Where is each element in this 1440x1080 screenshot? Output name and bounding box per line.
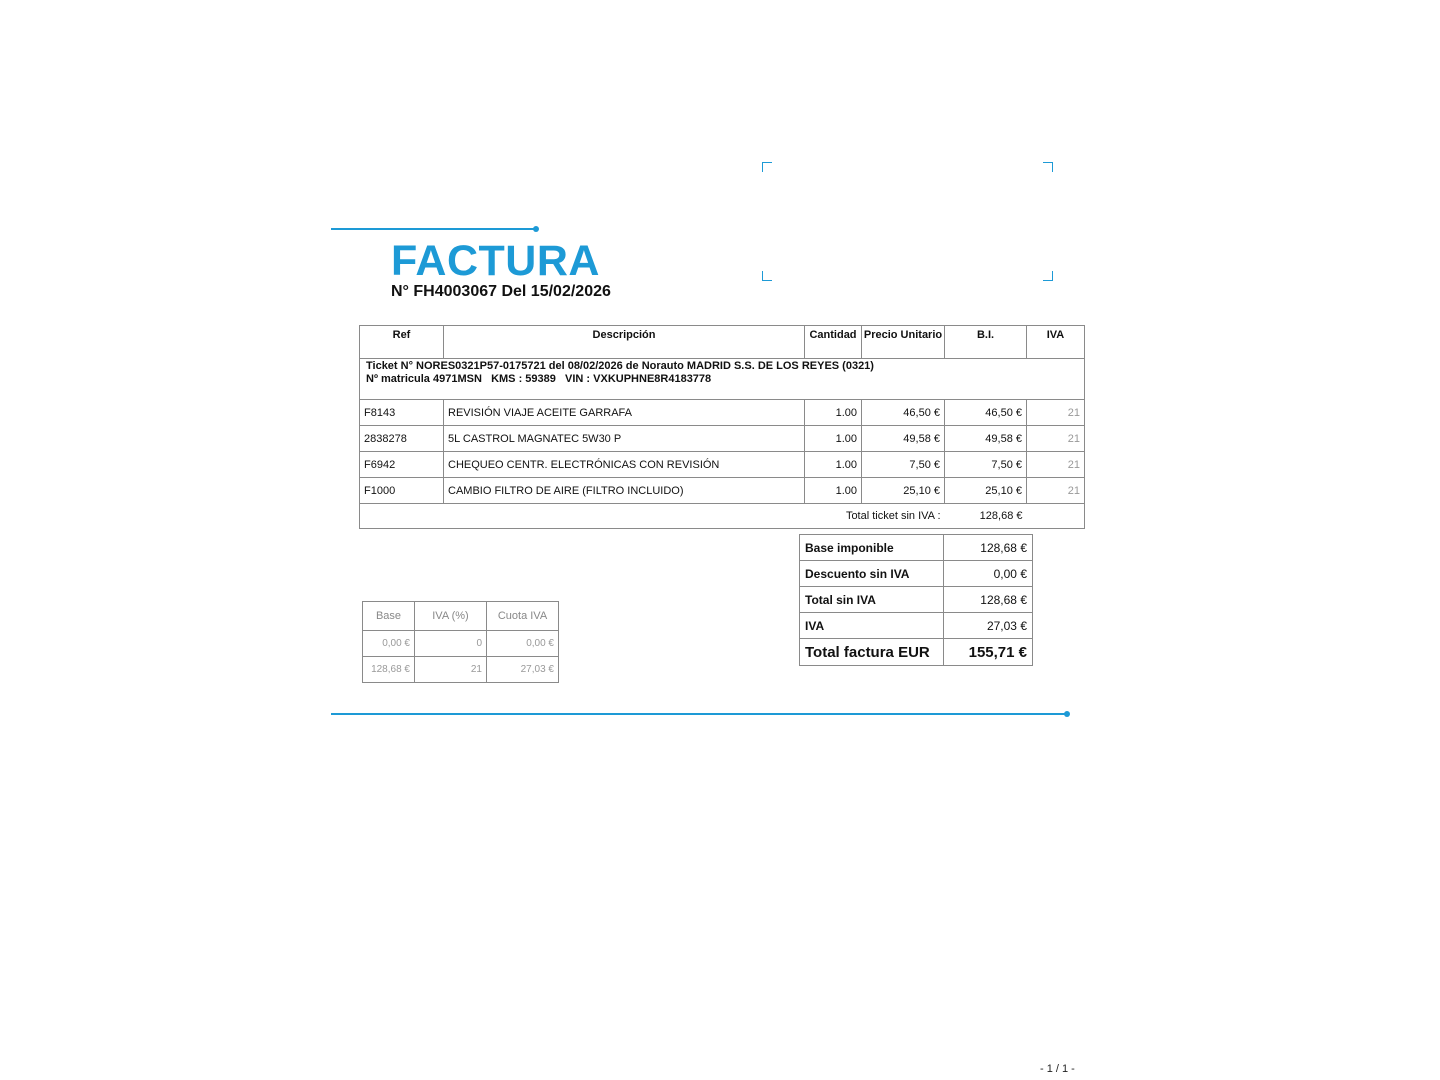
invoice-number-date: N° FH4003067 Del 15/02/2026 — [391, 283, 611, 300]
col-header-quantity: Cantidad — [805, 326, 862, 359]
item-ref: F1000 — [360, 478, 444, 504]
ticket-info-row — [360, 359, 1085, 400]
summary-total-label: Total factura EUR — [800, 639, 944, 666]
item-base: 7,50 € — [945, 452, 1027, 478]
summary-row — [800, 587, 1033, 613]
vat-col-amount: Cuota IVA — [487, 602, 559, 631]
address-frame-corner-bottom-left — [762, 271, 772, 281]
page-number: - 1 / 1 - — [1040, 1063, 1075, 1075]
table-row — [360, 400, 1085, 426]
summary-row — [800, 561, 1033, 587]
invoice-title: FACTURA — [391, 237, 600, 285]
item-quantity: 1.00 — [805, 478, 862, 504]
invoice-summary-table — [799, 534, 1033, 666]
table-row — [360, 452, 1085, 478]
item-quantity: 1.00 — [805, 452, 862, 478]
top-accent-rule — [331, 228, 536, 230]
item-unit-price: 46,50 € — [862, 400, 945, 426]
table-row — [360, 478, 1085, 504]
summary-subtotal-value: 128,68 € — [944, 587, 1033, 613]
item-description: REVISIÓN VIAJE ACEITE GARRAFA — [444, 400, 805, 426]
ticket-info — [360, 359, 1085, 400]
summary-vat-label: IVA — [800, 613, 944, 639]
ticket-info-line: Ticket N° NORES0321P57-0175721 del 08/02/2026 de Norauto MADRID S.S. DE LOS REYES (0321) — [366, 360, 874, 372]
vat-base: 0,00 € — [363, 631, 415, 657]
summary-base-value: 128,68 € — [944, 535, 1033, 561]
col-header-base: B.I. — [945, 326, 1027, 359]
ticket-total-label: Total ticket sin IVA : — [360, 504, 945, 529]
ticket-total-blank — [1027, 504, 1085, 529]
item-base: 46,50 € — [945, 400, 1027, 426]
address-frame-corner-bottom-right — [1043, 271, 1053, 281]
vat-amount: 0,00 € — [487, 631, 559, 657]
col-header-ref: Ref — [360, 326, 444, 359]
summary-vat-value: 27,03 € — [944, 613, 1033, 639]
item-vat: 21 — [1027, 452, 1085, 478]
summary-discount-value: 0,00 € — [944, 561, 1033, 587]
item-vat: 21 — [1027, 426, 1085, 452]
vat-breakdown-table — [362, 601, 559, 683]
vat-rate: 0 — [415, 631, 487, 657]
table-row — [363, 657, 559, 683]
summary-row — [800, 535, 1033, 561]
summary-total-value: 155,71 € — [944, 639, 1033, 666]
summary-base-label: Base imponible — [800, 535, 944, 561]
item-vat: 21 — [1027, 400, 1085, 426]
bottom-accent-rule — [331, 713, 1067, 715]
items-header-row — [360, 326, 1085, 359]
address-frame-corner-top-left — [762, 162, 772, 172]
summary-discount-label: Descuento sin IVA — [800, 561, 944, 587]
item-quantity: 1.00 — [805, 400, 862, 426]
col-header-description: Descripción — [444, 326, 805, 359]
item-description: CAMBIO FILTRO DE AIRE (FILTRO INCLUIDO) — [444, 478, 805, 504]
item-vat: 21 — [1027, 478, 1085, 504]
rule-end-dot — [533, 226, 539, 232]
summary-row — [800, 613, 1033, 639]
vat-base: 128,68 € — [363, 657, 415, 683]
vat-header-row — [363, 602, 559, 631]
col-header-unit-price: Precio Unitario — [862, 326, 945, 359]
item-base: 49,58 € — [945, 426, 1027, 452]
vat-rate: 21 — [415, 657, 487, 683]
item-description: 5L CASTROL MAGNATEC 5W30 P — [444, 426, 805, 452]
item-unit-price: 25,10 € — [862, 478, 945, 504]
col-header-vat: IVA — [1027, 326, 1085, 359]
vat-col-rate: IVA (%) — [415, 602, 487, 631]
ticket-total-value: 128,68 € — [945, 504, 1027, 529]
item-base: 25,10 € — [945, 478, 1027, 504]
vehicle-info-line: Nº matricula 4971MSN KMS : 59389 VIN : VXKUPHNE8R4183778 — [366, 373, 712, 385]
table-row — [363, 631, 559, 657]
address-frame-corner-top-right — [1043, 162, 1053, 172]
item-unit-price: 7,50 € — [862, 452, 945, 478]
item-ref: F6942 — [360, 452, 444, 478]
summary-subtotal-label: Total sin IVA — [800, 587, 944, 613]
vat-amount: 27,03 € — [487, 657, 559, 683]
invoice-items-table — [359, 325, 1085, 529]
rule-end-dot — [1064, 711, 1070, 717]
ticket-total-row — [360, 504, 1085, 529]
item-description: CHEQUEO CENTR. ELECTRÓNICAS CON REVISIÓN — [444, 452, 805, 478]
item-ref: 2838278 — [360, 426, 444, 452]
table-row — [360, 426, 1085, 452]
item-quantity: 1.00 — [805, 426, 862, 452]
summary-total-row — [800, 639, 1033, 666]
item-ref: F8143 — [360, 400, 444, 426]
vat-col-base: Base — [363, 602, 415, 631]
item-unit-price: 49,58 € — [862, 426, 945, 452]
